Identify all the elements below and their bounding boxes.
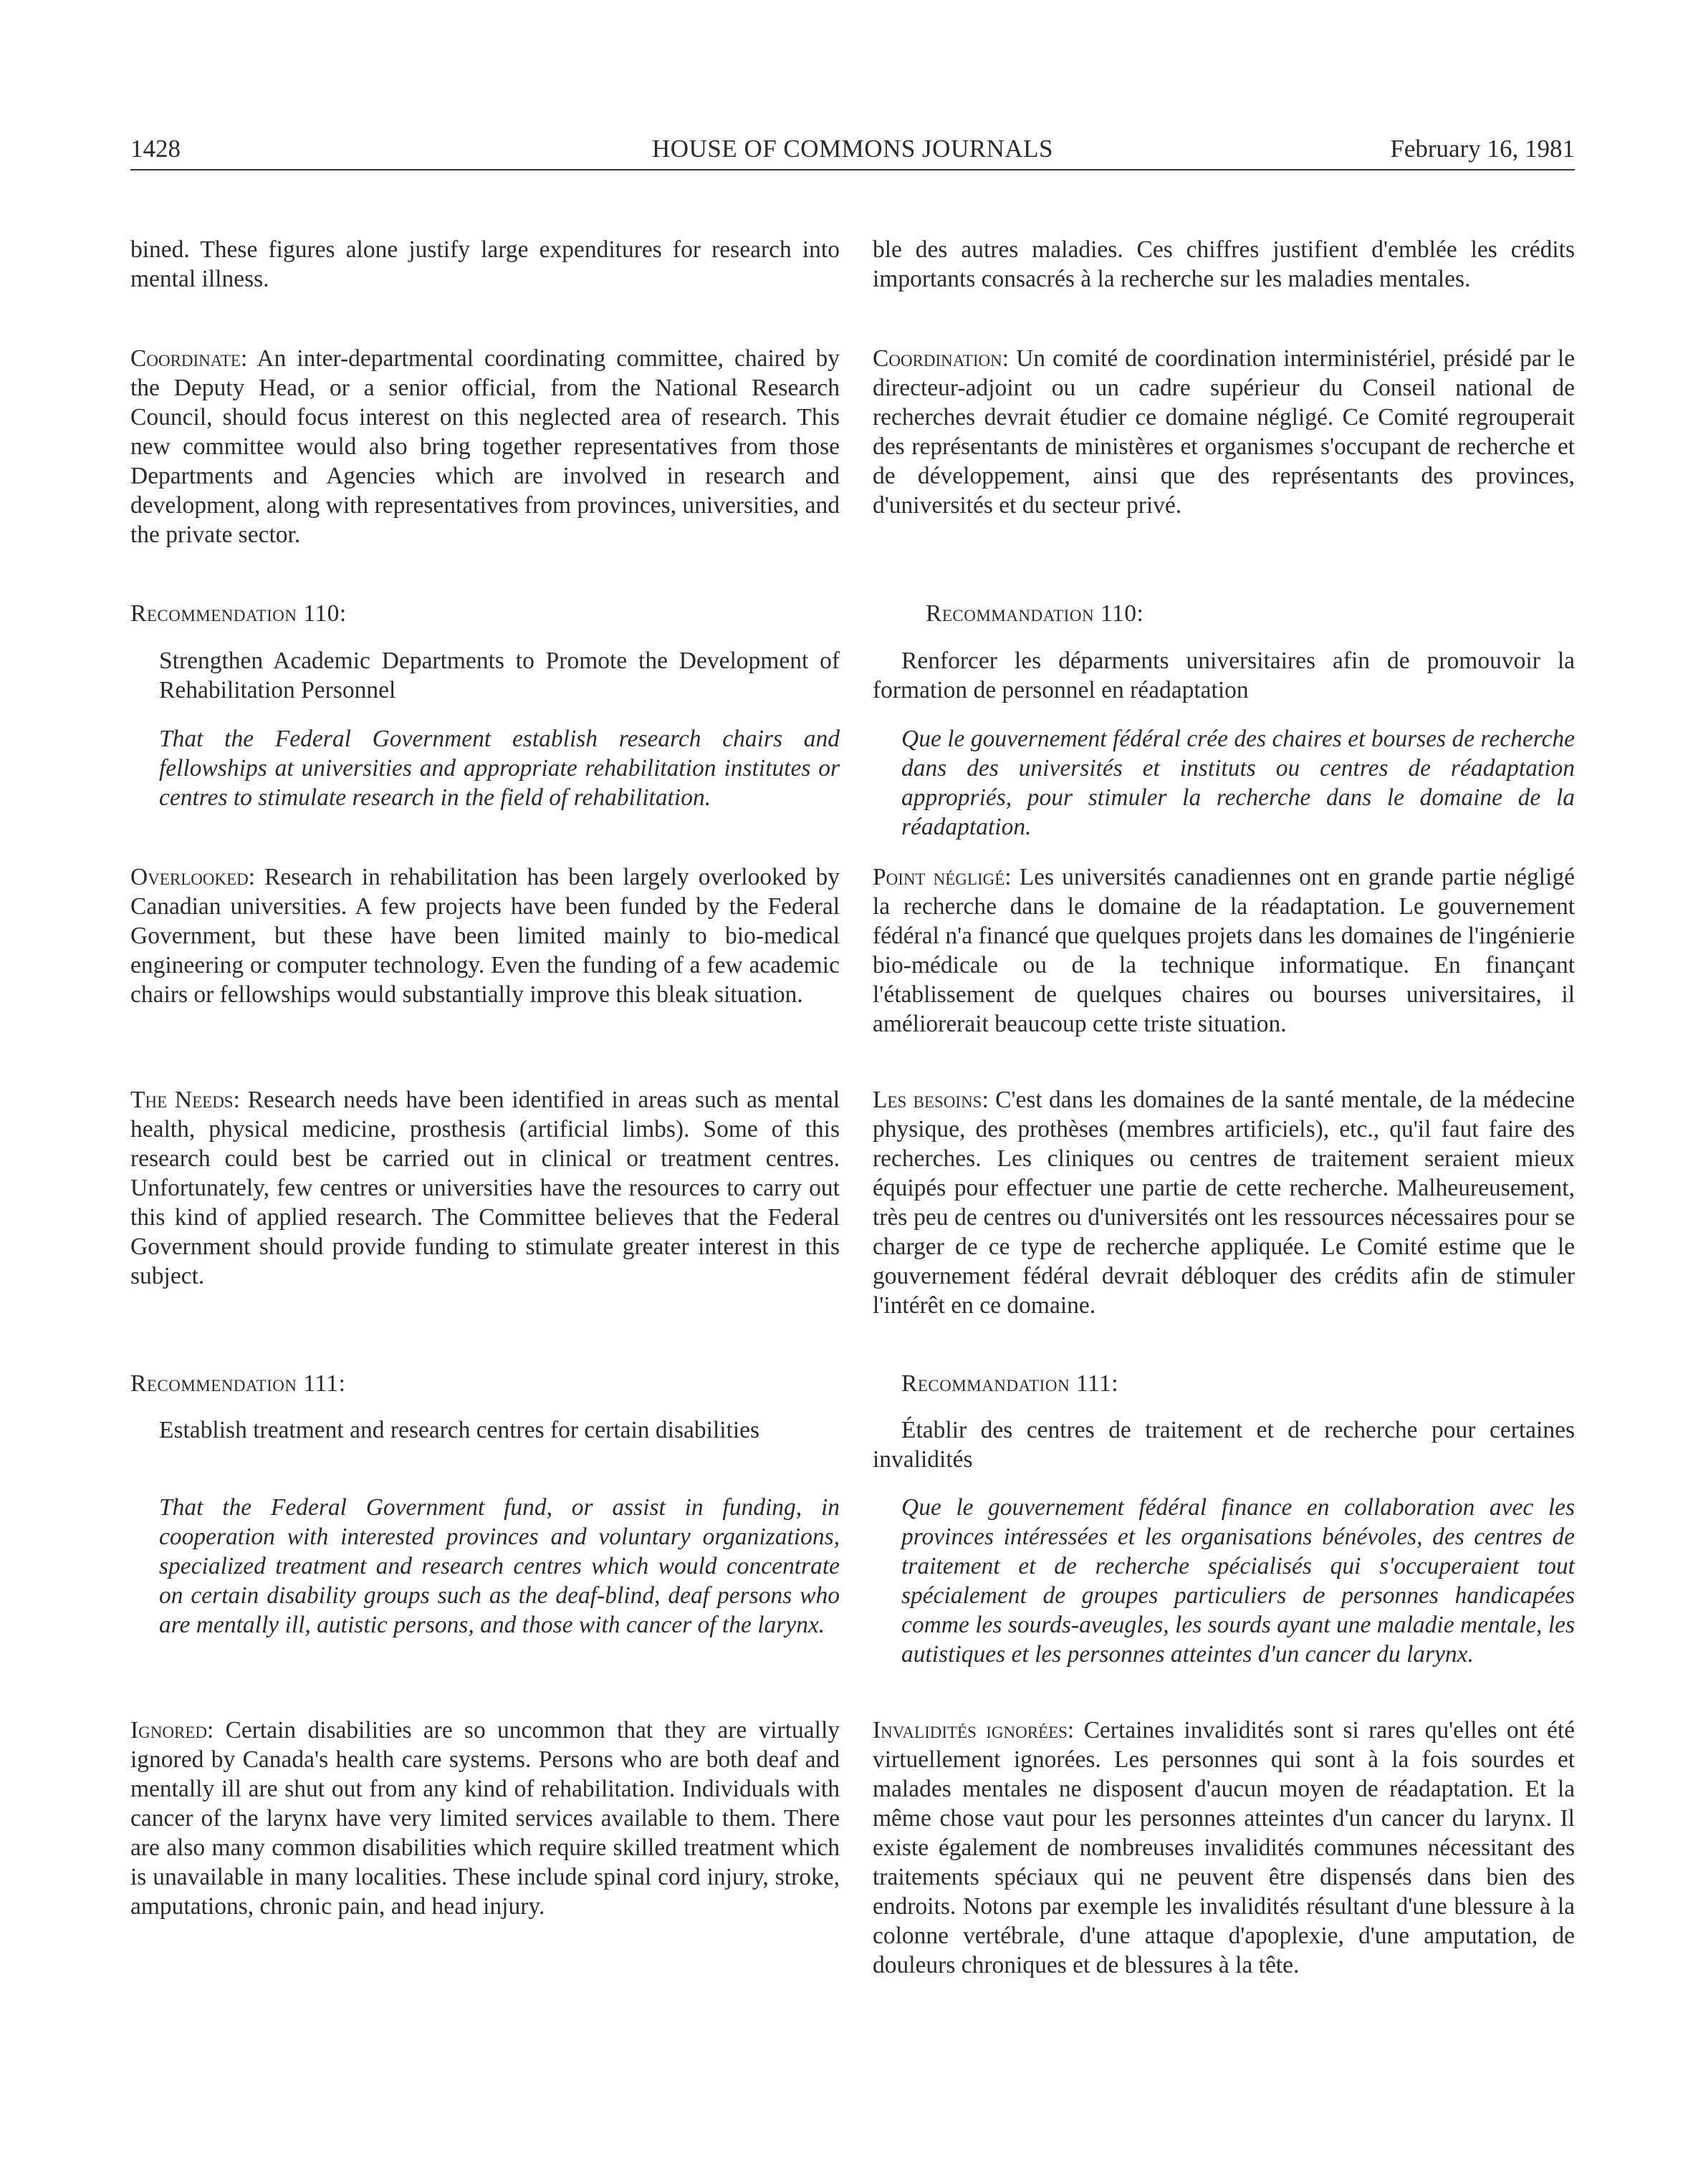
section-text-point-neglige-fr: Les universités canadiennes ont en grande partie négligé la recherche dans le domaine de la réadaptation. Le gouvernement fédéral n'a financé que quelques projets dans les domaines de l'ingénierie bio-médicale ou de la technique informatique. En finançant l'établissement de quelques chaires ou bourses universitaires, il améliorerait beaucoup cette triste situation. xyxy=(873,864,1575,1037)
recommandation-110-text: Que le gouvernement fédéral crée des chaires et bourses de recherche dans des universités et instituts ou centres de réadaptation appropriés, pour stimuler la recherche dans le domaine de la réadaptation. xyxy=(901,726,1575,840)
section-text-besoins-fr: C'est dans les domaines de la santé mentale, de la médecine physique, des prothèses (membres artificiels), etc., qu'il faut faire des recherches. Les cliniques ou centres de traitement seraient mieux équipés pour effectuer une partie de cette recherche. Malheureusement, très peu de centres ou d'universités ont les ressources nécessaires pour se charger de ce type de recherche appliquée. Le Comité estime que le gouvernement fédéral devrait débloquer des crédits afin de stimuler l'intérêt en ce domaine. xyxy=(873,1087,1575,1319)
recommandation-111-text: Que le gouvernement fédéral finance en collaboration avec les provinces intéressées et les organisations bénévoles, des centres de traitement et de recherche spécialisés qui s'occuperaient tout spécialement de groupes particuliers de personnes handicapées comme les sourds-aveugles, les sourds ayant une maladie mentale, les autistiques et les personnes atteintes d'un cancer du larynx. xyxy=(901,1494,1575,1668)
paragraph-coordination-fr xyxy=(873,344,1575,520)
page-header xyxy=(130,129,1575,170)
paragraph-continuation-fr: ble des autres maladies. Ces chiffres justifient d'emblée les crédits importants consacrés à la recherche sur les maladies mentales. xyxy=(873,236,1575,292)
page-number: 1428 xyxy=(130,135,181,163)
header-date: February 16, 1981 xyxy=(1390,135,1575,163)
section-text-coordination-fr: Un comité de coordination interministériel, présidé par le directeur-adjoint ou un cadre supérieur du Conseil national de recherches devrait étudier ce domaine négligé. Ce Comité regrouperait des représentants de ministères et organismes s'occupant de recherche et de développement, ainsi que des représentants des provinces, d'universités et du secteur privé. xyxy=(873,345,1575,519)
paragraph-ignored xyxy=(130,1716,840,1921)
paragraph-besoins-fr xyxy=(873,1085,1575,1320)
recommandation-110-heading: Recommandation 110: xyxy=(926,600,1144,627)
section-text-coordinate: An inter-departmental coordinating committee, chaired by the Deputy Head, or a senior official, from the National Research Council, should focus interest on this neglected area of research. This new committee would also bring together representatives from those Departments and Agencies which are involved in research and development, along with representatives from provinces, universities, and the private sector. xyxy=(130,345,840,548)
section-label-coordination-fr: Coordination: xyxy=(873,345,1010,372)
recommendation-110-title: Strengthen Academic Departments to Promote the Development of Rehabilitation Personnel xyxy=(159,648,840,703)
recommendation-110-text: That the Federal Government establish research chairs and fellowships at universities and appropriate rehabilitation institutes or centres to stimulate research in the field of rehabilitation. xyxy=(159,726,840,811)
recommandation-111-title: Établir des centres de traitement et de recherche pour certaines invalidités xyxy=(873,1417,1575,1473)
paragraph-point-neglige-fr xyxy=(873,862,1575,1039)
section-label-ignored: Ignored: xyxy=(130,1717,214,1743)
recommendation-111-heading: Recommendation 111: xyxy=(130,1370,346,1397)
section-text-invalidites-ignorees-fr: Certaines invalidités sont si rares qu'elles ont été virtuellement ignorées. Les personnes qui sont à la fois sourdes et malades mentales ne disposent d'aucun moyen de réadaptation. Et la même chose vaut pour les personnes atteintes d'un cancer du larynx. Il existe également de nombreuses invalidités communes nécessitant des traitements spéciaux qui ne peuvent être dispensés dans bien des endroits. Notons par exemple les invalidités résultant d'une blessure à la colonne vertébrale, d'une attaque d'apoplexie, d'une amputation, de douleurs chroniques et de blessures à la tête. xyxy=(873,1717,1575,1978)
recommandation-110-title: Renforcer les déparments universitaires afin de promouvoir la formation de personnel en réadaptation xyxy=(873,648,1575,703)
section-text-overlooked: Research in rehabilitation has been largely overlooked by Canadian universities. A few projects have been funded by the Federal Government, but these have been limited mainly to bio-medical engineering or computer technology. Even the funding of a few academic chairs or fellowships would substantially improve this bleak situation. xyxy=(130,864,840,1008)
section-label-needs: The Needs: xyxy=(130,1087,240,1113)
paragraph-needs xyxy=(130,1085,840,1291)
section-text-needs: Research needs have been identified in areas such as mental health, physical medicine, prosthesis (artificial limbs). Some of this research could best be carried out in clinical or treatment centres. Unfortunately, few centres or universities have the resources to carry out this kind of applied research. The Committee believes that the Federal Government should provide funding to stimulate greater interest in this subject. xyxy=(130,1087,840,1289)
section-text-ignored: Certain disabilities are so uncommon that they are virtually ignored by Canada's health care systems. Persons who are both deaf and mentally ill are shut out from any kind of rehabilitation. Individuals with cancer of the larynx have very limited services available to them. There are also many common disabilities which require skilled treatment which is unavailable in many localities. These include spinal cord injury, stroke, amputations, chronic pain, and head injury. xyxy=(130,1717,840,1920)
section-label-point-neglige-fr: Point négligé: xyxy=(873,864,1012,890)
recommendation-111-text: That the Federal Government fund, or assist in funding, in cooperation with interested provinces and voluntary organizations, specialized treatment and research centres which would concentrate on certain disability groups such as the deaf-blind, deaf persons who are mentally ill, autistic persons, and those with cancer of the larynx. xyxy=(159,1494,840,1638)
section-label-invalidites-ignorees-fr: Invalidités ignorées: xyxy=(873,1717,1075,1743)
journal-title: HOUSE OF COMMONS JOURNALS xyxy=(652,135,1053,163)
paragraph-coordinate xyxy=(130,344,840,549)
paragraph-invalidites-ignorees-fr xyxy=(873,1716,1575,1980)
paragraph-overlooked xyxy=(130,862,840,1009)
paragraph-continuation: bined. These figures alone justify large expenditures for research into mental illness. xyxy=(130,236,840,292)
section-label-besoins-fr: Les besoins: xyxy=(873,1087,989,1113)
recommendation-111-title: Establish treatment and research centres for certain disabilities xyxy=(159,1417,760,1443)
section-label-coordinate: Coordinate: xyxy=(130,345,248,372)
section-label-overlooked: Overlooked: xyxy=(130,864,256,890)
recommandation-111-heading: Recommandation 111: xyxy=(901,1370,1119,1397)
recommendation-110-heading: Recommendation 110: xyxy=(130,600,347,627)
